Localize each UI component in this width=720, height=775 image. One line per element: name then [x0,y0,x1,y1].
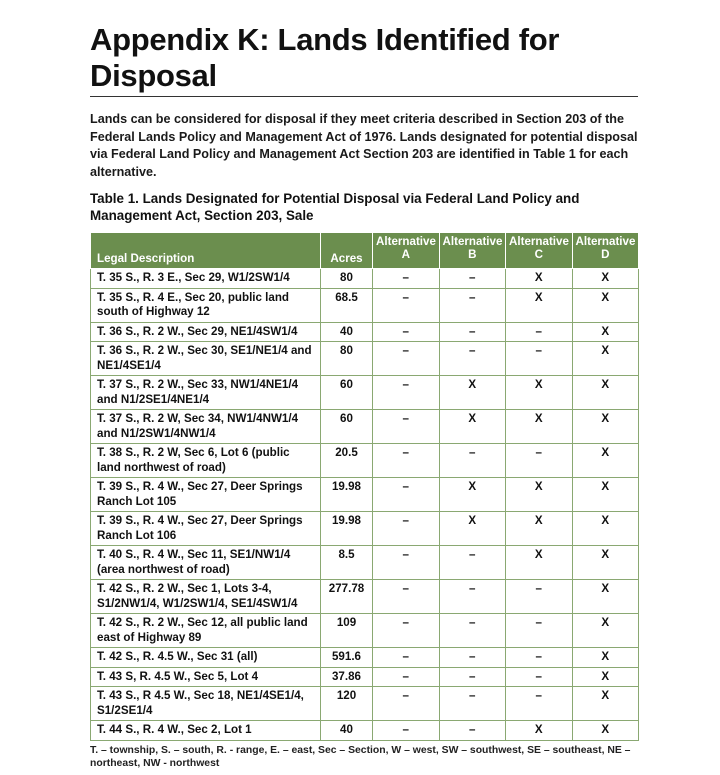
cell-alt-c: – [506,580,573,614]
cell-alt-b: – [439,614,506,648]
cell-alt-b: – [439,546,506,580]
table-footnote: T. – township, S. – south, R. - range, E. – east, Sec – Section, W – west, SW – southwest, SE – southeast, NE – northeast, NW - northwest [90,744,631,769]
column-header-alt-d: Alternative D [572,233,639,269]
cell-alt-c: X [506,721,573,741]
cell-alt-d: X [572,512,639,546]
table-header-row [91,233,639,269]
cell-alt-b: X [439,512,506,546]
cell-alt-b: – [439,322,506,342]
cell-legal-description: T. 42 S., R. 4.5 W., Sec 31 (all) [91,648,321,668]
cell-alt-b: X [439,376,506,410]
cell-legal-description: T. 37 S., R. 2 W., Sec 33, NW1/4NE1/4 and N1/2SE1/4NE1/4 [91,376,321,410]
cell-alt-d: X [572,410,639,444]
cell-alt-d: X [572,269,639,289]
cell-alt-c: X [506,269,573,289]
cell-alt-b: – [439,687,506,721]
cell-alt-b: – [439,580,506,614]
cell-legal-description: T. 35 S., R. 4 E., Sec 20, public land south of Highway 12 [91,288,321,322]
cell-legal-description: T. 39 S., R. 4 W., Sec 27, Deer Springs Ranch Lot 106 [91,512,321,546]
table-row [91,376,639,410]
cell-acres: 40 [321,721,373,741]
table-row [91,410,639,444]
cell-legal-description: T. 36 S., R. 2 W., Sec 30, SE1/NE1/4 and NE1/4SE1/4 [91,342,321,376]
column-header-alt-c: Alternative C [506,233,573,269]
cell-alt-b: X [439,410,506,444]
table-row [91,288,639,322]
cell-legal-description: T. 42 S., R. 2 W., Sec 12, all public land east of Highway 89 [91,614,321,648]
cell-acres: 40 [321,322,373,342]
cell-alt-c: – [506,687,573,721]
cell-alt-d: X [572,580,639,614]
table-row [91,614,639,648]
cell-alt-b: – [439,288,506,322]
cell-alt-d: X [572,444,639,478]
disposal-lands-table [90,232,639,741]
cell-alt-c: – [506,444,573,478]
cell-legal-description: T. 39 S., R. 4 W., Sec 27, Deer Springs Ranch Lot 105 [91,478,321,512]
cell-alt-a: – [373,478,440,512]
cell-acres: 80 [321,342,373,376]
cell-acres: 60 [321,410,373,444]
table-row [91,478,639,512]
cell-alt-a: – [373,648,440,668]
cell-alt-b: – [439,667,506,687]
table-row [91,342,639,376]
column-header-alt-b: Alternative B [439,233,506,269]
cell-alt-a: – [373,444,440,478]
cell-alt-c: X [506,376,573,410]
cell-alt-d: X [572,288,639,322]
cell-alt-d: X [572,648,639,668]
cell-alt-d: X [572,342,639,376]
cell-alt-c: – [506,667,573,687]
cell-alt-a: – [373,342,440,376]
table-row [91,667,639,687]
cell-legal-description: T. 37 S., R. 2 W, Sec 34, NW1/4NW1/4 and N1/2SW1/4NW1/4 [91,410,321,444]
cell-alt-d: X [572,322,639,342]
cell-legal-description: T. 43 S, R. 4.5 W., Sec 5, Lot 4 [91,667,321,687]
cell-alt-d: X [572,546,639,580]
cell-alt-a: – [373,288,440,322]
cell-alt-b: – [439,721,506,741]
column-header-acres: Acres [321,233,373,269]
cell-legal-description: T. 43 S., R 4.5 W., Sec 18, NE1/4SE1/4, S1/2SE1/4 [91,687,321,721]
cell-legal-description: T. 44 S., R. 4 W., Sec 2, Lot 1 [91,721,321,741]
cell-alt-a: – [373,376,440,410]
cell-acres: 68.5 [321,288,373,322]
cell-alt-a: – [373,667,440,687]
table-row [91,269,639,289]
cell-alt-b: – [439,342,506,376]
cell-acres: 591.6 [321,648,373,668]
cell-alt-a: – [373,512,440,546]
cell-acres: 60 [321,376,373,410]
cell-alt-d: X [572,667,639,687]
cell-alt-d: X [572,376,639,410]
cell-acres: 80 [321,269,373,289]
cell-acres: 19.98 [321,478,373,512]
page-title: Appendix K: Lands Identified for Disposal [90,22,638,97]
cell-acres: 8.5 [321,546,373,580]
cell-alt-c: – [506,648,573,668]
intro-paragraph: Lands can be considered for disposal if they meet criteria described in Section 203 of the Federal Lands Policy and Management Act of 1976. Lands designated for potential disposal via Federal Land Policy and Management Act Section 203 are identified in Table 1 for each alternative. [90,112,638,179]
cell-alt-d: X [572,721,639,741]
cell-alt-a: – [373,687,440,721]
cell-legal-description: T. 35 S., R. 3 E., Sec 29, W1/2SW1/4 [91,269,321,289]
cell-legal-description: T. 38 S., R. 2 W, Sec 6, Lot 6 (public land northwest of road) [91,444,321,478]
table-row [91,687,639,721]
cell-acres: 20.5 [321,444,373,478]
table-row [91,721,639,741]
table-row [91,546,639,580]
table-row [91,580,639,614]
cell-alt-c: X [506,546,573,580]
cell-alt-c: – [506,342,573,376]
column-header-legal: Legal Description [91,233,321,269]
cell-acres: 277.78 [321,580,373,614]
table-caption: Table 1. Lands Designated for Potential Disposal via Federal Land Policy and Management Act, Section 203, Sale [90,191,580,223]
cell-alt-a: – [373,269,440,289]
cell-legal-description: T. 42 S., R. 2 W., Sec 1, Lots 3-4, S1/2NW1/4, W1/2SW1/4, SE1/4SW1/4 [91,580,321,614]
cell-acres: 37.86 [321,667,373,687]
cell-alt-d: X [572,687,639,721]
cell-alt-b: – [439,648,506,668]
cell-alt-c: X [506,410,573,444]
table-row [91,512,639,546]
cell-alt-a: – [373,614,440,648]
cell-alt-d: X [572,614,639,648]
cell-alt-c: – [506,322,573,342]
cell-alt-b: – [439,444,506,478]
cell-alt-c: – [506,614,573,648]
table-row [91,648,639,668]
cell-alt-c: X [506,478,573,512]
cell-acres: 120 [321,687,373,721]
cell-alt-c: X [506,288,573,322]
cell-alt-a: – [373,546,440,580]
cell-alt-a: – [373,721,440,741]
cell-legal-description: T. 36 S., R. 2 W., Sec 29, NE1/4SW1/4 [91,322,321,342]
cell-alt-a: – [373,410,440,444]
document-page [90,22,638,770]
table-row [91,444,639,478]
table-row [91,322,639,342]
table-body [91,269,639,741]
cell-alt-b: X [439,478,506,512]
cell-alt-b: – [439,269,506,289]
cell-alt-a: – [373,580,440,614]
cell-alt-c: X [506,512,573,546]
cell-acres: 109 [321,614,373,648]
cell-legal-description: T. 40 S., R. 4 W., Sec 11, SE1/NW1/4 (area northwest of road) [91,546,321,580]
cell-acres: 19.98 [321,512,373,546]
column-header-alt-a: Alternative A [373,233,440,269]
cell-alt-a: – [373,322,440,342]
cell-alt-d: X [572,478,639,512]
